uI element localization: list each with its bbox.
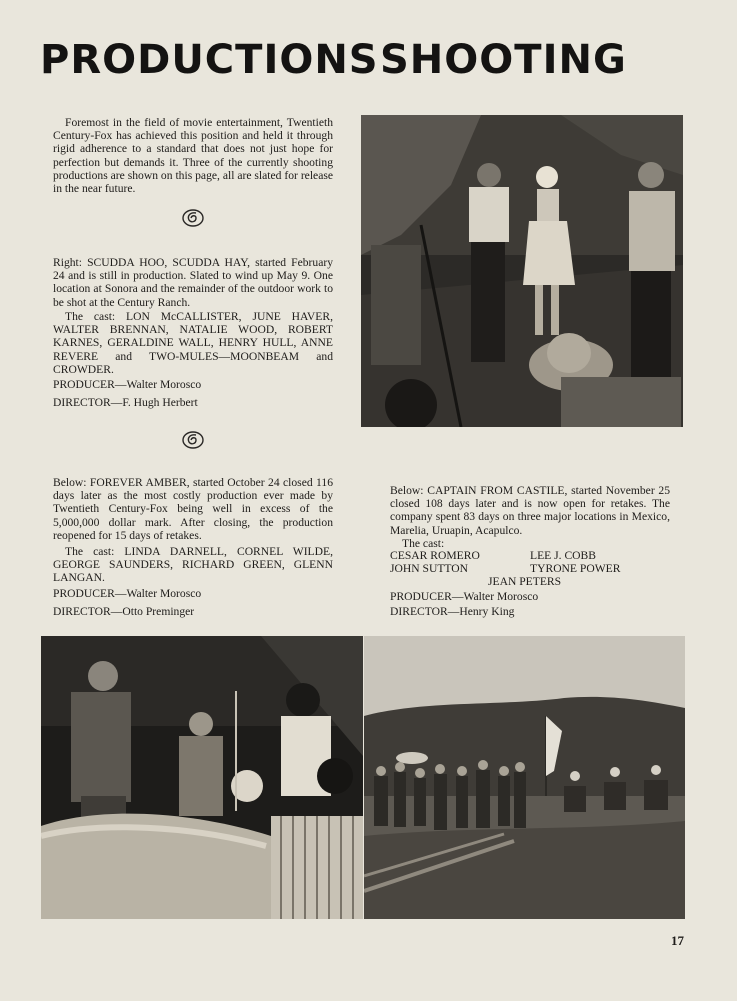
amber-cast: The cast: LINDA DARNELL, CORNEL WILDE, GEORGE SAUNDERS, RICHARD GREEN, GLENN LANGAN.: [53, 545, 333, 585]
headline-shooting: SHOOTING: [380, 37, 627, 83]
ornament-icon: [181, 429, 205, 457]
castile-producer: PRODUCER—Walter Morosco: [390, 590, 539, 603]
castile-cast-member: JEAN PETERS: [488, 575, 562, 588]
headline-productions: PRODUCTIONS: [40, 37, 379, 83]
castile-cast-member: JOHN SUTTON: [390, 562, 469, 575]
scudda-director: DIRECTOR—F. Hugh Herbert: [53, 396, 198, 409]
scudda-hoo-photo: [361, 115, 683, 427]
captain-from-castile-photo: [364, 636, 685, 919]
castile-cast-member: LEE J. COBB: [530, 549, 597, 562]
castile-cast-label: The cast:: [402, 537, 445, 550]
scudda-description: Right: SCUDDA HOO, SCUDDA HAY, started February 24 and is still in production. Slated to wind up May 9. One location at Sonora and the remainder of the outdoor work to be shot at the Century Ranch.: [53, 256, 333, 309]
page-number: 17: [671, 933, 684, 948]
castile-cast-member: TYRONE POWER: [530, 562, 621, 575]
amber-producer: PRODUCER—Walter Morosco: [53, 587, 202, 600]
amber-director: DIRECTOR—Otto Preminger: [53, 605, 195, 618]
castile-director: DIRECTOR—Henry King: [390, 605, 515, 618]
ornament-icon: [181, 207, 205, 235]
castile-description: Below: CAPTAIN FROM CASTILE, started November 25 closed 108 days later and is now open for retakes. The company spent 83 days on three major locations in Mexico, Marelia, Uruapin, Acapulco.: [390, 484, 670, 537]
scudda-cast: The cast: LON McCALLISTER, JUNE HAVER, WALTER BRENNAN, NATALIE WOOD, ROBERT KARNES, GERALDINE WALL, HENRY HULL, ANNE REVERE and TWO-MULES—MOONBEAM and CROWDER.: [53, 310, 333, 376]
forever-amber-photo: [41, 636, 363, 919]
scudda-producer: PRODUCER—Walter Morosco: [53, 378, 202, 391]
amber-description: Below: FOREVER AMBER, started October 24 closed 116 days later as the most costly production ever made by Twentieth Century-Fox being well in excess of the 5,000,000 dollar mark. After closing, the production reopened for 15 days of retakes.: [53, 476, 333, 542]
intro-paragraph: Foremost in the field of movie entertainment, Twentieth Century-Fox has achieved this position and held it through rigid adherence to a standard that does not just hope for perfection but demands it. Three of the currently shooting productions are shown on this page, all are slated for release in the near future.: [53, 116, 333, 196]
castile-cast-member: CESAR ROMERO: [390, 549, 480, 562]
